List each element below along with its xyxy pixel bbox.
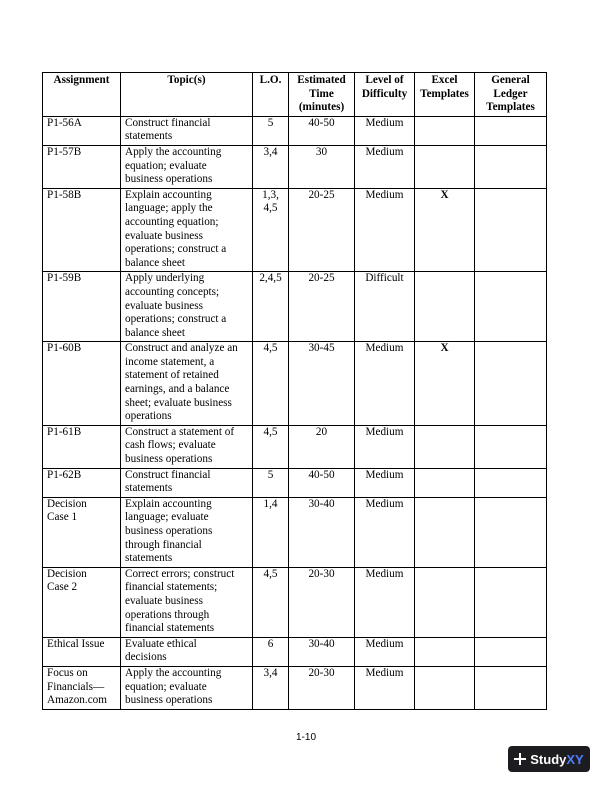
assignment-line: P1-58B <box>47 188 82 201</box>
table-row <box>43 468 547 497</box>
topic-line: operations; construct a <box>125 243 227 256</box>
topics-cell <box>121 637 253 666</box>
lo-line: 5 <box>267 116 274 129</box>
table-row <box>43 637 547 666</box>
lo-line: 2,4,5 <box>259 272 282 285</box>
studyxy-logo <box>508 746 590 772</box>
topic-line: Correct errors; construct <box>125 567 235 580</box>
time-cell: 20 <box>289 425 355 468</box>
topic-line: Construct and analyze an <box>125 342 238 355</box>
topic-line: business operations <box>125 453 213 466</box>
excel-template-cell <box>415 272 475 342</box>
difficulty-cell: Medium <box>355 116 415 145</box>
header-line: Templates <box>420 87 469 100</box>
header-lo <box>253 73 289 117</box>
gl-template-cell <box>475 497 547 567</box>
lo-cell <box>253 425 289 468</box>
header-line: General <box>491 74 530 86</box>
lo-line: 3,4 <box>263 145 278 158</box>
assignment-line: P1-59B <box>47 272 82 285</box>
topic-line: business operations <box>125 173 213 186</box>
lo-cell <box>253 272 289 342</box>
assignment-line: P1-62B <box>47 468 82 481</box>
assignment-cell <box>43 666 121 709</box>
excel-template-cell: X <box>415 188 475 272</box>
topic-line: evaluate business <box>125 594 203 607</box>
gl-template-cell <box>475 567 547 637</box>
topics-cell <box>121 666 253 709</box>
assignment-line: P1-57B <box>47 145 82 158</box>
gl-template-cell <box>475 116 547 145</box>
topic-line: operations; construct a <box>125 313 227 326</box>
excel-template-cell: X <box>415 342 475 426</box>
topic-line: language; apply the <box>125 202 213 215</box>
table-row <box>43 145 547 188</box>
lo-line: 1,4 <box>263 497 278 510</box>
table-body <box>43 116 547 709</box>
topic-line: Construct financial <box>125 116 211 129</box>
time-cell: 20-25 <box>289 272 355 342</box>
difficulty-cell: Medium <box>355 145 415 188</box>
time-cell: 40-50 <box>289 116 355 145</box>
lo-line: 4,5 <box>263 425 278 438</box>
topic-line: through financial <box>125 538 202 551</box>
topic-line: financial statements <box>125 622 215 635</box>
gl-template-cell <box>475 272 547 342</box>
header-line: (minutes) <box>298 101 345 114</box>
topics-cell <box>121 188 253 272</box>
topic-line: statements <box>125 552 173 565</box>
topic-line: Apply underlying <box>125 272 205 285</box>
lo-cell <box>253 567 289 637</box>
lo-line: 6 <box>267 637 274 650</box>
difficulty-cell: Medium <box>355 425 415 468</box>
excel-template-cell <box>415 567 475 637</box>
gl-template-cell <box>475 425 547 468</box>
time-cell: 30-45 <box>289 342 355 426</box>
assignment-cell <box>43 497 121 567</box>
header-estimated-time <box>289 73 355 117</box>
assignment-cell <box>43 116 121 145</box>
topic-line: evaluate business <box>125 229 203 242</box>
excel-template-cell <box>415 116 475 145</box>
topic-line: Apply the accounting <box>125 145 222 158</box>
topic-line: Explain accounting <box>125 188 212 201</box>
assignment-cell <box>43 145 121 188</box>
table-row <box>43 666 547 709</box>
header-difficulty <box>355 73 415 117</box>
topic-line: Construct financial <box>125 468 211 481</box>
difficulty-cell: Medium <box>355 468 415 497</box>
topic-line: operations <box>125 410 172 423</box>
lo-cell <box>253 145 289 188</box>
topic-line: statements <box>125 482 173 495</box>
lo-line: 4,5 <box>263 342 278 355</box>
difficulty-cell: Medium <box>355 188 415 272</box>
topic-line: statements <box>125 130 173 143</box>
topic-line: statement of retained <box>125 369 219 382</box>
table-header-row <box>43 73 547 117</box>
difficulty-cell: Difficult <box>355 272 415 342</box>
table-row <box>43 497 547 567</box>
header-line: Time <box>309 87 334 100</box>
table-row <box>43 272 547 342</box>
assignment-cell <box>43 637 121 666</box>
excel-template-cell <box>415 425 475 468</box>
difficulty-cell: Medium <box>355 637 415 666</box>
topic-line: equation; evaluate <box>125 159 207 172</box>
time-cell: 20-30 <box>289 666 355 709</box>
difficulty-cell: Medium <box>355 342 415 426</box>
brand-name-prefix: Study <box>530 751 567 767</box>
lo-cell <box>253 188 289 272</box>
difficulty-cell: Medium <box>355 666 415 709</box>
assignment-line: Focus on <box>47 666 88 679</box>
gl-template-cell <box>475 188 547 272</box>
header-line: Difficulty <box>361 87 408 100</box>
difficulty-cell: Medium <box>355 567 415 637</box>
assignment-cell <box>43 425 121 468</box>
excel-template-cell <box>415 497 475 567</box>
topic-line: financial statements; <box>125 581 218 594</box>
gl-template-cell <box>475 666 547 709</box>
header-line: Level of <box>365 74 404 86</box>
assignment-cell <box>43 342 121 426</box>
header-line: Excel <box>431 74 458 86</box>
time-cell: 30-40 <box>289 497 355 567</box>
assignment-line: P1-61B <box>47 425 82 438</box>
excel-template-cell <box>415 145 475 188</box>
topics-cell <box>121 116 253 145</box>
topic-line: income statement, a <box>125 355 215 368</box>
assignment-cell <box>43 468 121 497</box>
header-line: Ledger <box>493 87 528 100</box>
assignment-line: P1-56A <box>47 116 82 129</box>
lo-line: 5 <box>267 468 274 481</box>
topic-line: Explain accounting <box>125 497 212 510</box>
topic-line: business operations <box>125 694 213 707</box>
lo-line: 1,3, <box>262 188 279 201</box>
time-cell: 20-30 <box>289 567 355 637</box>
excel-template-cell <box>415 468 475 497</box>
topic-line: cash flows; evaluate <box>125 439 216 452</box>
topics-cell <box>121 497 253 567</box>
table-row <box>43 342 547 426</box>
header-assignment <box>43 73 121 117</box>
assignment-line: Financials— <box>47 680 105 693</box>
table-row <box>43 188 547 272</box>
assignment-line: Case 2 <box>47 581 78 594</box>
topic-line: equation; evaluate <box>125 680 207 693</box>
topics-cell <box>121 272 253 342</box>
brand-name-suffix: XY <box>566 751 584 767</box>
excel-template-cell <box>415 666 475 709</box>
topic-line: Evaluate ethical <box>125 637 197 650</box>
time-cell: 30 <box>289 145 355 188</box>
topic-line: language; evaluate <box>125 511 209 524</box>
assignment-line: Ethical Issue <box>47 637 105 650</box>
lo-line: 4,5 <box>263 202 278 215</box>
assignment-cell <box>43 567 121 637</box>
header-line: L.O. <box>259 74 282 86</box>
assignment-cell <box>43 188 121 272</box>
lo-cell <box>253 497 289 567</box>
gl-template-cell <box>475 145 547 188</box>
topic-line: decisions <box>125 651 167 664</box>
topics-cell <box>121 567 253 637</box>
assignment-line: Decision <box>47 567 87 580</box>
plus-icon <box>514 753 526 765</box>
lo-cell <box>253 666 289 709</box>
lo-cell <box>253 342 289 426</box>
topics-cell <box>121 342 253 426</box>
topic-line: Apply the accounting <box>125 666 222 679</box>
header-line: Assignment <box>53 74 110 86</box>
header-general-ledger-templates <box>475 73 547 117</box>
page-number: 1-10 <box>295 732 316 743</box>
topic-line: balance sheet <box>125 256 185 269</box>
assignment-line: Case 1 <box>47 511 78 524</box>
difficulty-cell: Medium <box>355 497 415 567</box>
topic-line: accounting equation; <box>125 215 219 228</box>
assignment-table <box>42 72 547 710</box>
header-line: Topic(s) <box>167 74 206 86</box>
table-row <box>43 567 547 637</box>
topic-line: balance sheet <box>125 326 185 339</box>
excel-template-cell <box>415 637 475 666</box>
topics-cell <box>121 145 253 188</box>
lo-cell <box>253 116 289 145</box>
assignment-line: Amazon.com <box>47 694 107 707</box>
topic-line: earnings, and a balance <box>125 383 230 396</box>
header-line: Templates <box>486 101 535 114</box>
assignment-line: Decision <box>47 497 87 510</box>
topics-cell <box>121 468 253 497</box>
topic-line: Construct a statement of <box>125 425 235 438</box>
topic-line: business operations <box>125 525 213 537</box>
topic-line: operations through <box>125 608 210 621</box>
time-cell: 30-40 <box>289 637 355 666</box>
header-topics <box>121 73 253 117</box>
lo-line: 4,5 <box>263 567 278 580</box>
time-cell: 20-25 <box>289 188 355 272</box>
table-row <box>43 116 547 145</box>
gl-template-cell <box>475 637 547 666</box>
topic-line: evaluate business <box>125 299 203 312</box>
header-line: Estimated <box>297 74 346 86</box>
topic-line: sheet; evaluate business <box>125 396 232 409</box>
lo-cell <box>253 468 289 497</box>
topics-cell <box>121 425 253 468</box>
table-row <box>43 425 547 468</box>
header-excel-templates <box>415 73 475 117</box>
gl-template-cell <box>475 342 547 426</box>
brand-name <box>530 752 583 767</box>
assignment-cell <box>43 272 121 342</box>
assignment-line: P1-60B <box>47 342 82 355</box>
lo-line: 3,4 <box>263 666 278 679</box>
lo-cell <box>253 637 289 666</box>
time-cell: 40-50 <box>289 468 355 497</box>
gl-template-cell <box>475 468 547 497</box>
topic-line: accounting concepts; <box>125 285 220 298</box>
